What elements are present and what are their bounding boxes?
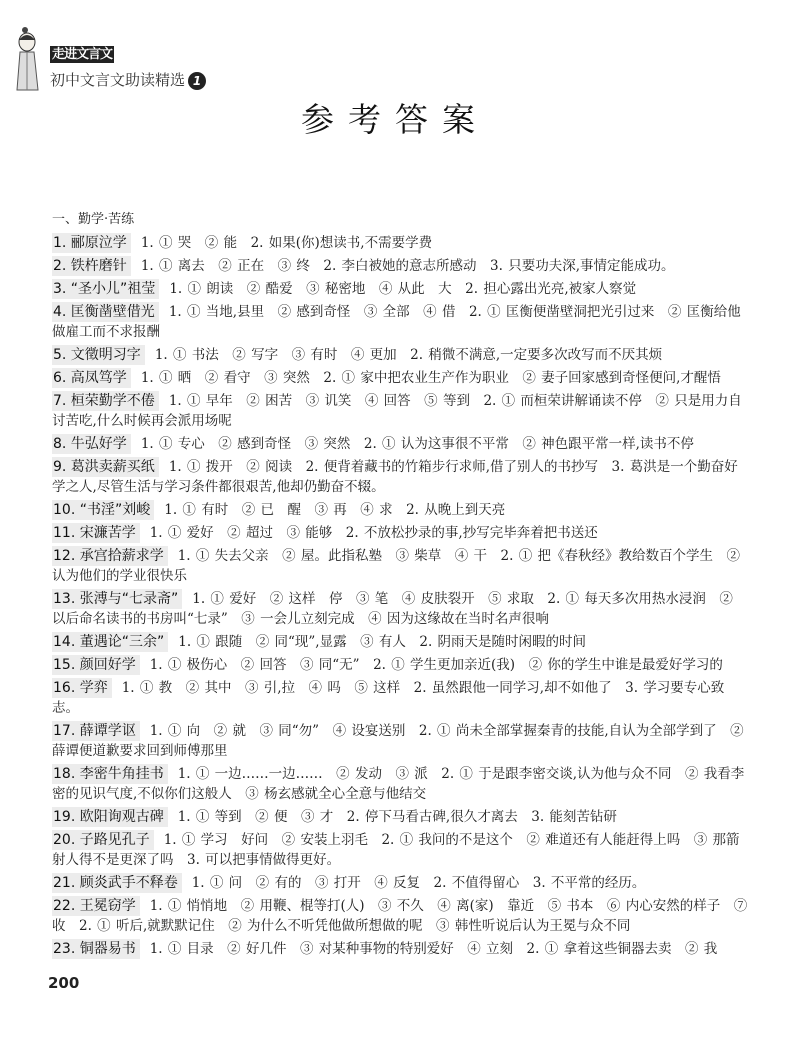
entry-title: 10. “书淫”刘峻 <box>52 500 154 520</box>
entry-answer: 1. ① 书法 ② 写字 ③ 有时 ④ 更加 2. 稍微不满意,一定要多次改写而不厌其烦 <box>154 347 663 363</box>
entry-answer: 1. ① 离去 ② 正在 ③ 终 2. 李白被她的意志所感动 3. 只要功夫深,事情定能成功。 <box>140 258 675 274</box>
entry-title: 12. 承宫拾薪求学 <box>52 546 168 566</box>
answer-entry <box>52 457 748 497</box>
entry-answer: 1. ① 爱好 ② 这样 停 ③ 笔 ④ 皮肤裂开 ⑤ 求取 2. ① 每天多次用热水浸润 ② 以后命名读书的书房叫“七录” ③ 一会儿立刻完成 ④ 因为这缘故在当时名声很响 <box>52 591 733 627</box>
scholar-figure-icon <box>14 26 40 92</box>
book-title <box>50 70 206 90</box>
entry-answer: 1. ① 一边……一边…… ② 发动 ③ 派 2. ① 于是跟李密交谈,认为他与众不同 ② 我看李密的见识气度,不似你们这般人 ③ 杨玄感就全心全意与他结交 <box>52 766 745 802</box>
entry-title: 2. 铁杵磨针 <box>52 256 131 276</box>
entry-title: 9. 葛洪卖薪买纸 <box>52 457 159 477</box>
entry-answer: 1. ① 专心 ② 感到奇怪 ③ 突然 2. ① 认为这事很不平常 ② 神色跟平常一样,读书不停 <box>140 436 694 452</box>
entry-answer: 1. ① 问 ② 有的 ③ 打开 ④ 反复 2. 不值得留心 3. 不平常的经历。 <box>191 875 646 891</box>
entry-answer: 1. ① 学习 好问 ② 安装上羽毛 2. ① 我问的不是这个 ② 难道还有人能赶得上吗 ③ 那箭射人得不是更深了吗 3. 可以把事情做得更好。 <box>52 832 740 868</box>
entry-title: 13. 张溥与“七录斋” <box>52 589 182 609</box>
book-header <box>10 22 310 92</box>
section-heading: 一、勤学·苦练 <box>52 212 135 227</box>
answer-entry <box>52 807 748 827</box>
entry-answer: 1. ① 失去父亲 ② 屋。此指私塾 ③ 柴草 ④ 干 2. ① 把《春秋经》教给数百个学生 ② 认为他们的学业很快乐 <box>52 548 741 584</box>
entry-answer: 1. ① 极伤心 ② 回答 ③ 同“无” 2. ① 学生更加亲近(我) ② 你的学生中谁是最爱好学习的 <box>149 657 723 673</box>
answer-entry <box>52 500 748 520</box>
answer-entry <box>52 546 748 586</box>
answer-list <box>48 210 748 1003</box>
answer-entry <box>52 368 748 388</box>
entry-answer: 1. ① 向 ② 就 ③ 同“勿” ④ 设宴送别 2. ① 尚未全部掌握秦青的技能,自认为全部学到了 ② 薛谭便道歉要求回到师傅那里 <box>52 723 744 759</box>
entry-answer: 1. ① 教 ② 其中 ③ 引,拉 ④ 吗 ⑤ 这样 2. 虽然跟他一同学习,却不如他了 3. 学习要专心致志。 <box>52 680 725 716</box>
answer-entry <box>52 632 748 652</box>
entry-title: 17. 薛谭学讴 <box>52 721 140 741</box>
entry-title: 3. “圣小儿”祖莹 <box>52 279 159 299</box>
answer-entry <box>52 391 748 431</box>
entry-answer: 1. ① 晒 ② 看守 ③ 突然 2. ① 家中把农业生产作为职业 ② 妻子回家感到奇怪便问,才醒悟 <box>140 370 721 386</box>
answer-entry <box>52 279 748 299</box>
answer-entry <box>52 896 748 936</box>
entry-answer: 1. ① 爱好 ② 超过 ③ 能够 2. 不放松抄录的事,抄写完毕奔着把书送还 <box>149 525 598 541</box>
entry-title: 20. 子路见孔子 <box>52 830 154 850</box>
entry-title: 1. 郦原泣学 <box>52 233 131 253</box>
entry-title: 6. 高凤笃学 <box>52 368 131 388</box>
entry-answer: 1. ① 当地,县里 ② 感到奇怪 ③ 全部 ④ 借 2. ① 匡衡便凿壁洞把光引过来 ② 匡衡给他做雇工而不求报酬 <box>52 304 741 340</box>
answer-entry <box>52 939 748 959</box>
entry-title: 18. 李密牛角挂书 <box>52 764 168 784</box>
series-label: 走进文言文 <box>52 47 113 62</box>
answer-entry <box>52 345 748 365</box>
entry-answer: 1. ① 跟随 ② 同“现”,显露 ③ 有人 2. 阴雨天是随时闲暇的时间 <box>178 634 587 650</box>
answer-entry <box>52 764 748 804</box>
entry-title: 23. 铜器易书 <box>52 939 140 959</box>
entry-title: 8. 牛弘好学 <box>52 434 131 454</box>
entry-title: 21. 顾炎武手不释卷 <box>52 873 182 893</box>
entry-title: 11. 宋濂苦学 <box>52 523 140 543</box>
entry-answer: 1. ① 悄悄地 ② 用鞭、棍等打(人) ③ 不久 ④ 离(家) 靠近 ⑤ 书本 ⑥ 内心安然的样子 ⑦ 收 2. ① 听后,就默默记住 ② 为什么不听凭他做所想做的呢 ③ 韩性听说后认为王冕与众不同 <box>52 898 748 934</box>
entry-answer: 1. ① 哭 ② 能 2. 如果(你)想读书,不需要学费 <box>140 235 433 251</box>
answer-entry <box>52 873 748 893</box>
page-title: 参考答案 <box>301 100 489 139</box>
entry-title: 5. 文徵明习字 <box>52 345 145 365</box>
entries-container <box>52 233 748 959</box>
entry-title: 22. 王冕窃学 <box>52 896 140 916</box>
answer-entry <box>52 302 748 342</box>
answer-entry <box>52 434 748 454</box>
entry-title: 7. 桓荣勤学不倦 <box>52 391 159 411</box>
answer-entry <box>52 256 748 276</box>
answer-entry <box>52 830 748 870</box>
entry-title: 15. 颜回好学 <box>52 655 140 675</box>
volume-badge: 1 <box>188 72 206 90</box>
entry-answer: 1. ① 朗读 ② 酷爱 ③ 秘密地 ④ 从此 大 2. 担心露出光亮,被家人察觉 <box>169 281 637 297</box>
answer-entry <box>52 655 748 675</box>
entry-answer: 1. ① 目录 ② 好几件 ③ 对某种事物的特别爱好 ④ 立刻 2. ① 拿着这些铜器去卖 ② 我 <box>149 941 718 957</box>
answer-entry <box>52 589 748 629</box>
answer-entry <box>52 523 748 543</box>
answer-entry <box>52 678 748 718</box>
entry-answer: 1. ① 有时 ② 已 醒 ③ 再 ④ 求 2. 从晚上到天亮 <box>164 502 506 518</box>
entry-title: 4. 匡衡凿壁借光 <box>52 302 159 322</box>
book-name: 初中文言文助读精选 <box>50 71 186 89</box>
entry-answer: 1. ① 早年 ② 困苦 ③ 讥笑 ④ 回答 ⑤ 等到 2. ① 而桓荣讲解诵读不停 ② 只是用力自讨苦吃,什么时候再会派用场呢 <box>52 393 742 429</box>
entry-answer: 1. ① 拨开 ② 阅读 2. 便背着藏书的竹箱步行求师,借了别人的书抄写 3. 葛洪是一个勤奋好学之人,尽管生活与学习条件都很艰苦,他却仍勤奋不辍。 <box>52 459 738 495</box>
entry-title: 14. 董遇论“三余” <box>52 632 168 652</box>
page-number: 200 <box>48 974 80 992</box>
entry-title: 16. 学弈 <box>52 678 112 698</box>
entry-answer: 1. ① 等到 ② 便 ③ 才 2. 停下马看古碑,很久才离去 3. 能刻苦钻研 <box>177 809 617 825</box>
answer-entry <box>52 233 748 253</box>
answer-entry <box>52 721 748 761</box>
entry-title: 19. 欧阳询观古碑 <box>52 807 168 827</box>
